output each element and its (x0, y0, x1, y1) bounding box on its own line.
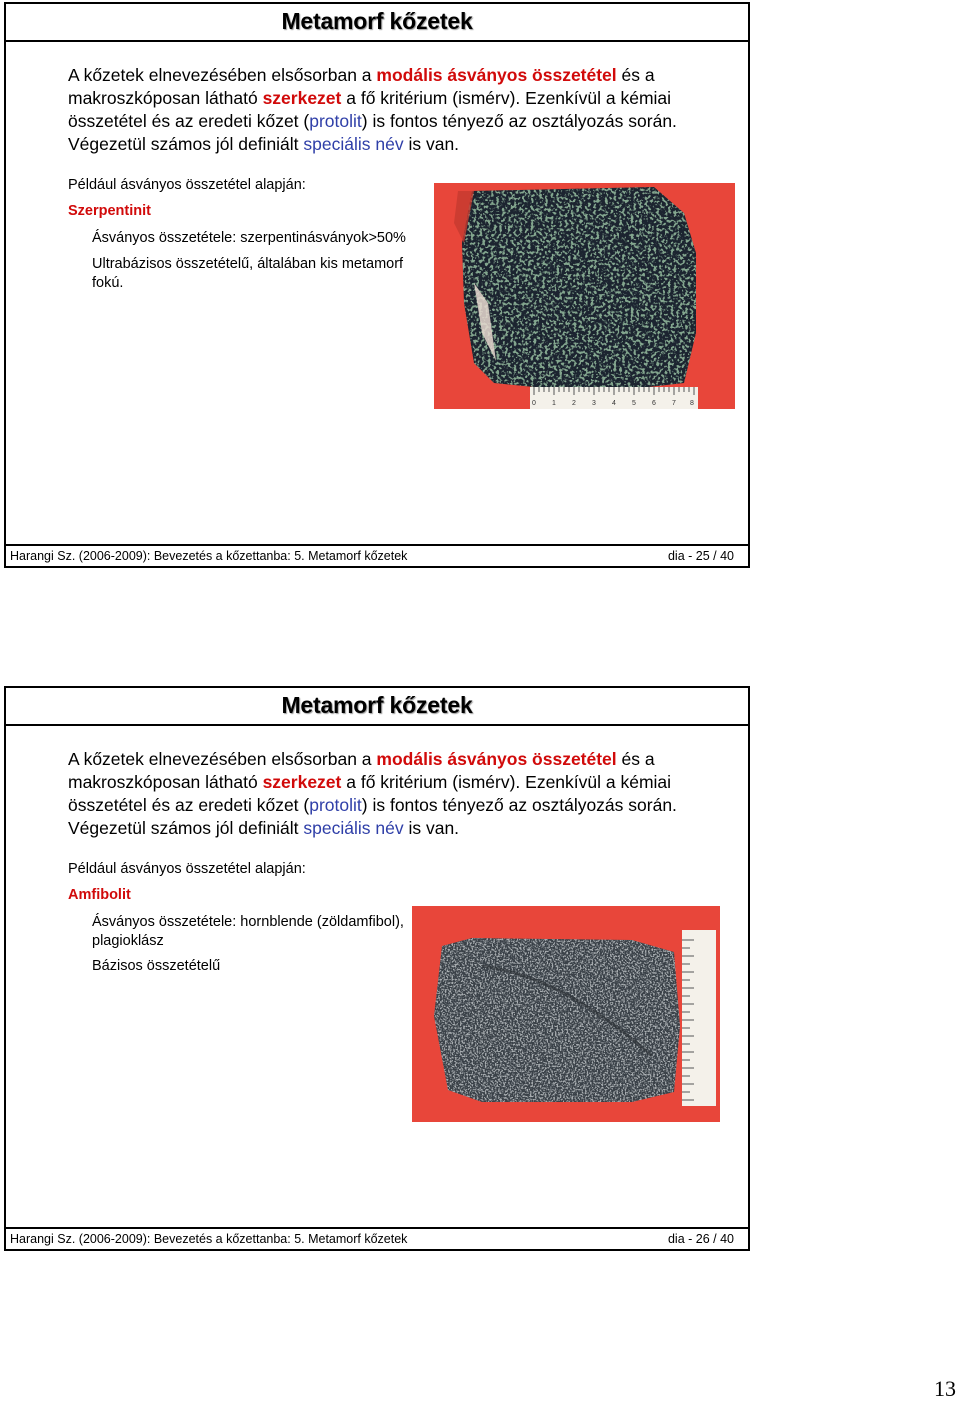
ruler-number: 0 (532, 400, 536, 407)
rock-name: Szerpentinit (68, 203, 151, 219)
intro-text: a fő kritérium (ismérv). Ezenkívül a kémiai összetétel és az eredeti kőzet ( (68, 88, 672, 131)
slide-counter: dia - 26 / 40 (667, 1232, 734, 1246)
slide-26 (4, 686, 750, 1251)
slide-counter: dia - 25 / 40 (667, 549, 734, 563)
slide-25 (4, 2, 750, 568)
ruler-number: 4 (612, 400, 616, 407)
mineral-composition: Ásványos összetétele: hornblende (zöldamfibol), plagioklász (92, 914, 404, 949)
rock-name: Amfibolit (68, 887, 131, 903)
mineral-composition: Ásványos összetétele: szerpentinásványok>50% (92, 230, 406, 246)
slide-footer (6, 544, 748, 566)
intro-paragraph (68, 748, 708, 840)
intro-text: A kőzetek elnevezésében elsősorban a (68, 749, 377, 769)
page-number: 13 (934, 1376, 956, 1401)
slide-title: Metamorf kőzetek (281, 692, 473, 718)
special-name-term: speciális név (303, 134, 404, 154)
modal-mineral-term: modális ásványos összetétel (376, 65, 617, 85)
ruler-number: 1 (552, 400, 556, 407)
intro-text: ) is fontos tényező az osztályozás során. Végezetül számos jól definiált (68, 795, 677, 838)
ruler-number: 5 (632, 400, 636, 407)
intro-text: is van. (403, 134, 460, 154)
intro-text: ) is fontos tényező az osztályozás során. Végezetül számos jól definiált (68, 111, 677, 154)
protolith-term: protolit (309, 111, 362, 131)
slide-title-bar (6, 4, 748, 42)
ruler-number: 2 (572, 400, 576, 407)
modal-mineral-term: modális ásványos összetétel (376, 749, 617, 769)
structure-term: szerkezet (262, 88, 342, 108)
amphibolite-rock-photo (412, 906, 720, 1122)
slide-footer (6, 1227, 748, 1249)
intro-text: a fő kritérium (ismérv). Ezenkívül a kémiai összetétel és az eredeti kőzet ( (68, 772, 672, 815)
footer-citation: Harangi Sz. (2006-2009): Bevezetés a kőzettanba: 5. Metamorf kőzetek (10, 549, 408, 563)
protolith-term: protolit (309, 795, 362, 815)
example-lead: Például ásványos összetétel alapján: (68, 861, 306, 877)
ruler-number: 7 (672, 400, 676, 407)
slide-title: Metamorf kőzetek (281, 8, 473, 34)
intro-paragraph (68, 64, 708, 156)
footer-citation: Harangi Sz. (2006-2009): Bevezetés a kőzettanba: 5. Metamorf kőzetek (10, 1232, 408, 1246)
serpentinite-rock-photo (434, 183, 735, 409)
ruler-number: 6 (652, 400, 656, 407)
slide-title-bar (6, 688, 748, 726)
intro-text: és a makroszkóposan látható (68, 749, 655, 792)
chemical-composition: Bázisos összetételű (92, 958, 221, 974)
special-name-term: speciális név (303, 818, 404, 838)
ruler-number: 8 (690, 400, 694, 407)
example-lead: Például ásványos összetétel alapján: (68, 177, 306, 193)
chemical-composition: Ultrabázisos összetételű, általában kis metamorf fokú. (92, 256, 404, 291)
intro-text: és a makroszkóposan látható (68, 65, 655, 108)
structure-term: szerkezet (262, 772, 342, 792)
ruler-number: 3 (592, 400, 596, 407)
intro-text: is van. (403, 818, 460, 838)
intro-text: A kőzetek elnevezésében elsősorban a (68, 65, 377, 85)
